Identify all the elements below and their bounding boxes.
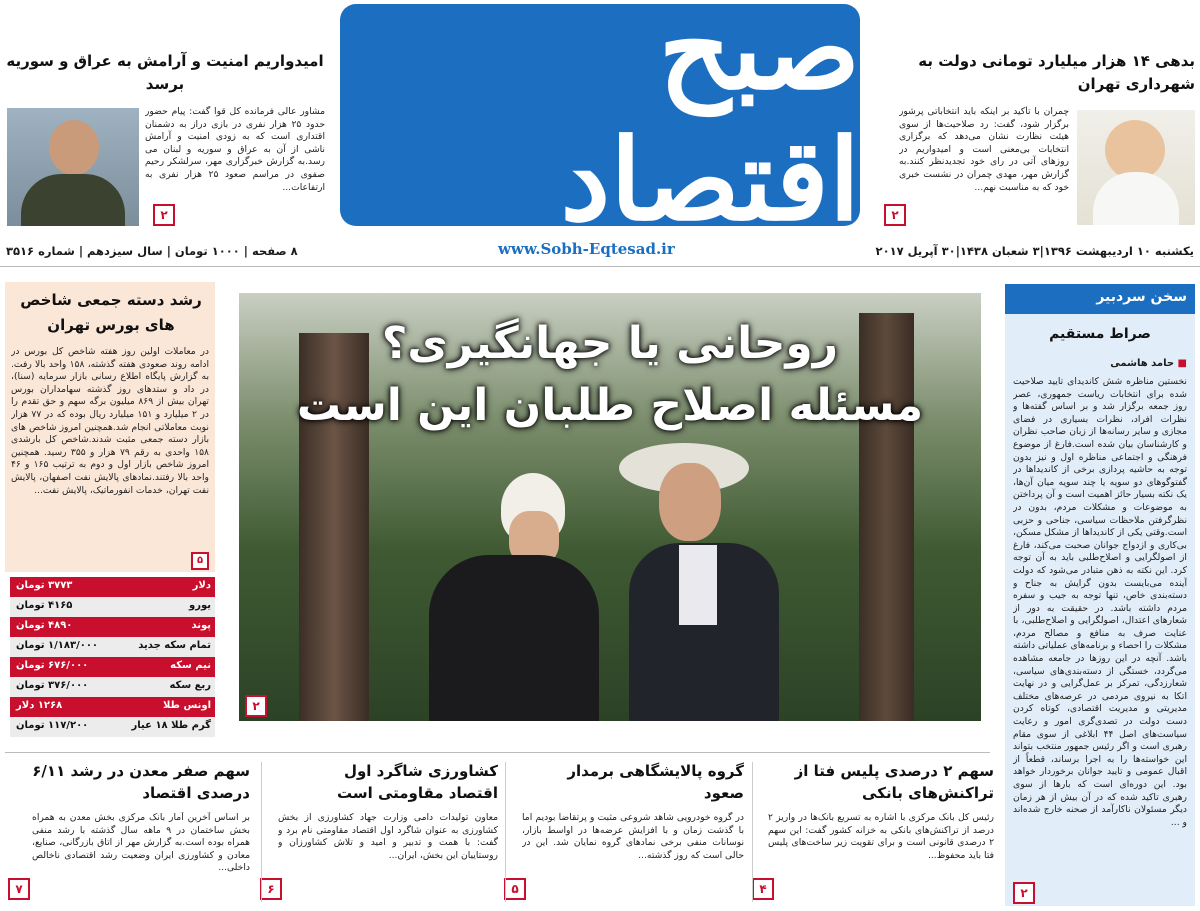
teaser-title: بدهی ۱۴ هزار میلیارد تومانی دولت به شهرداری تهران (918, 52, 1195, 93)
divider (505, 762, 506, 902)
market-value: ۳۷۶/۰۰۰ تومان (16, 680, 89, 691)
page-number-badge: ۵ (191, 552, 209, 570)
bottom-story[interactable] (512, 760, 744, 905)
market-value: ۴۱۶۵ تومان (16, 600, 73, 611)
lead-photo[interactable] (239, 293, 981, 721)
story-body: در معاملات اولین روز هفته شاخص کل بورس در ادامه روند صعودی هفته گذشته، ۱۵۸ واحد بالا رفت. به گزارش پایگاه اطلاع رسانی بازار سرمایه (سنا)، در داد و ستدهای روز گذشته سهامداران بورس تهران بیش از ۸۶۹ میلیون برگه سهم و حق تقدم را در ۲ میلیارد و ۱۵۱ میلیارد ریال بوده که در ۷۷ هزار نوبت معاملاتی انجام شد.همچنین امروز شاخص های بازار دسته جمعی مثبت شدند.شاخص کل بارشدی ۱۵۸ واحدی به رقم ۷۹ هزار و ۳۵۵ رسید. همچنین امروز شاخص بازار اول و دوم به ترتیب ۱۶۵ و ۴۶ واحد بالا رفتند.نمادهای پالایش نفت اصفهان، پالایش نفت تهران، خدمات انفورماتیک، پالایش نفت... (11, 346, 209, 496)
bottom-story[interactable] (268, 760, 498, 905)
story-body: بر اساس آخرین آمار بانک مرکزی بخش معدن به همراه بخش ساختمان در ۹ ماهه سال گذشته با رشد منفی همراه بوده است.به گزارش مهر از اتاق بازرگانی، صنایع، معادن و کشاورزی ایران وضعیت رشد اقتصادی ناخالص داخلی... (32, 812, 250, 874)
page-number-badge: ۲ (1013, 882, 1035, 904)
bourse-story[interactable] (5, 282, 215, 572)
teaser-body: مشاور عالی فرمانده کل قوا گفت: پیام حضور حدود ۲۵ هزار نفری در بازی دراز به دشمنان اقتداری است که به زودی امنیت و آرامش ناشی از آن به عراق و سوریه و لبنان می رسد.به گزارش خبرگزاری مهر، سرلشکر رحیم صفوی در مراسم صعود ۲۵ هزار نفری به ارتفاعات... (145, 106, 325, 193)
story-title: سهم صفر معدن در رشد ۶/۱۱ درصدی اقتصاد (32, 762, 250, 802)
bottom-story[interactable] (758, 760, 994, 905)
market-row (10, 697, 215, 717)
website-url[interactable]: www.Sobh-Eqtesad.ir (498, 240, 675, 258)
story-body: در گروه خودرویی شاهد شروعی مثبت و پرتقاضا بودیم اما با گذشت زمان و با افزایش عرضه‌ها در اواسط بازار، نوسانات منفی برخی نمادهای گروه نمایان شد. این در حالی است که روز گذشته... (522, 812, 744, 861)
divider (752, 762, 753, 902)
market-value: ۴۸۹۰ تومان (16, 620, 73, 631)
page-number-badge: ۵ (504, 878, 526, 900)
market-label: پوند (191, 620, 211, 631)
story-title: گروه پالایشگاهی برمدار صعود (567, 762, 744, 802)
market-label: ربع سکه (169, 680, 211, 691)
story-body: رئیس کل بانک مرکزی با اشاره به تسریع بانک‌ها در واریز ۲ درصد از تراکنش‌های بانکی به خزانه کشور گفت: این سهم ۲ درصدی قانونی است و برای تقویت زیر ساخت‌های پلیس فتا باید محفوظ... (768, 812, 994, 861)
page-number-badge: ۶ (260, 878, 282, 900)
market-row (10, 617, 215, 637)
divider (5, 752, 990, 753)
market-label: نیم سکه (170, 660, 211, 671)
editorial-author (1110, 358, 1187, 369)
issue-meta: ۸ صفحه | ۱۰۰۰ تومان | سال سیزدهم | شماره ۳۵۱۶ (6, 244, 298, 258)
page-number-badge: ۲ (245, 695, 267, 717)
bottom-story[interactable] (15, 760, 250, 905)
market-row (10, 657, 215, 677)
newspaper-logo: صبح اقتصاد (560, 0, 860, 246)
top-right-teaser[interactable] (880, 50, 1195, 230)
market-value: ۱۲۶۸ دلار (16, 700, 63, 711)
editorial-column[interactable] (1005, 314, 1195, 906)
page-number-badge: ۲ (884, 204, 906, 226)
market-row (10, 677, 215, 697)
market-label: اونس طلا (162, 700, 211, 711)
teaser-title: امیدواریم امنیت و آرامش به عراق و سوریه برسد (6, 52, 324, 93)
headline-line-1: روحانی یا جهانگیری؟ (381, 318, 839, 369)
portrait-photo (7, 108, 139, 226)
market-row (10, 717, 215, 737)
top-left-teaser[interactable] (5, 50, 325, 230)
market-rates (5, 577, 215, 737)
market-row (10, 577, 215, 597)
editorial-section-header (1005, 284, 1195, 314)
market-row (10, 597, 215, 617)
portrait-photo (1077, 110, 1195, 225)
market-label: دلار (192, 580, 211, 591)
headline-line-2: مسئله اصلاح طلبان این است (296, 380, 924, 431)
divider (0, 266, 1200, 267)
divider (261, 762, 262, 902)
market-label: گرم طلا ۱۸ عیار (131, 720, 211, 731)
lead-headline (239, 313, 981, 437)
page-number-badge: ۴ (752, 878, 774, 900)
story-title: سهم ۲ درصدی پلیس فتا از تراکنش‌های بانکی (794, 762, 994, 802)
teaser-body: چمران با تأکید بر اینکه باید انتخاباتی پرشور برگزار شود، گفت: رد صلاحیت‌ها از سوی هیئت نظارت نشان می‌دهد که برگزاری انتخابات بی‌معنی است و امیدواریم در روزهای آتی در رای خود تجدیدنظر کنند.به گزارش مهر، مهدی چمران در نشست خبری خود که به مناسبت نهم... (899, 106, 1069, 193)
page-number-badge: ۲ (153, 204, 175, 226)
editorial-body: نخستین مناظره شش کاندیدای تایید صلاحیت شده برای انتخابات ریاست جمهوری، عصر روز جمعه برگزار شد و بر اساس گفته‌ها و نظرات افراد، نظرات بسیاری در فضای مجازی و سایر رسانه‌ها از زبان صاحب نظران و کارشناسان بیان شده است.فارغ از موضوع فرهنگی و اجتماعی مناظره اول و نیز بدون توجه به حاشیه پردازی برخی از کاندیداها در گفتوگوهای دو سویه یا چند سویه میان آن‌ها، یک نکته بسیار حائز اهمیت است و آن پرداختن به موضوعات و مشکلات مردم، بدون در نظرگرفتن ملاحظات سیاسی، جناحی و حزبی است.وقتی یکی از کاندیداها از مشکل مسکن، بی‌کاری و ازدواج جوانان صحبت می‌کند، فارغ از اصولگرایی و اصلاح‌طلبی باید به آن توجه کرد. این نکته به ذهن متبادر می‌شود که دولت آینده می‌بایست بدون گرایش به جناح و دسته‌بندی خاص، تنها توجه به جیب و سفره مردم داشته باشد. در حقیقت به دور از شعارهای اعتدال، اصولگرایی و اصلاح‌طلبی، با عنایت صرف به منافع و مصالح مردم، مشکلات را احصاء و برنامه‌های عملیاتی داشته باشد. آنچه در این روزها در جامعه مشاهده می‌گردد، خستگی از دسته‌بندی‌های سیاسی، شعارزدگی، تمرکز بر عمل‌گرایی و در نهایت اتکا به نیروی مردمی در عرصه‌های مختلف مدیریتی و مدیریت اقتصادی، کوتاه کردن دست دولت در تصدی‌گری امور و رعایت سیاست‌های اصل ۴۴ ابلاغی از سوی مقام رهبری است و اگر رئیس جمهور منتخب بتواند این خواسته‌ها را به اجرا برساند، قطعاً از اقبال عمومی و تایید جوانان برخوردار خواهد بود. این دوره‌ای است که بارها از سوی رهبری تاکید شده که در آن بیش از هر زمان دیگر مسئولان ناکارآمد از صحنه خارج شده‌اند و ... (1013, 376, 1187, 828)
section-label: سخن سردبیر (1096, 289, 1187, 305)
story-title: کشاورزی شاگرد اول اقتصاد مقاومتی است (336, 762, 498, 802)
market-value: ۱/۱۸۳/۰۰۰ تومان (16, 640, 99, 651)
masthead (340, 0, 860, 246)
market-label: تمام سکه جدید (138, 640, 211, 651)
issue-date: یکشنبه ۱۰ اردیبهشت ۱۳۹۶|۳ شعبان ۱۴۳۸|۳۰ آپریل ۲۰۱۷ (875, 244, 1194, 258)
market-label: یورو (189, 600, 211, 611)
market-value: ۳۷۷۳ تومان (16, 580, 73, 591)
page-number-badge: ۷ (8, 878, 30, 900)
story-body: معاون تولیدات دامی وزارت جهاد کشاورزی از بخش کشاورزی به عنوان شاگرد اول اقتصاد مقاومتی نام برد و گفت: با همت و تدبیر و امید و تلاش کشاورزان و روستاییان این بخش، ایران... (278, 812, 498, 861)
issue-info-bar (0, 234, 1200, 268)
market-value: ۱۱۷/۲۰۰ تومان (16, 720, 89, 731)
market-value: ۶۷۶/۰۰۰ تومان (16, 660, 89, 671)
market-row (10, 637, 215, 657)
author-name: حامد هاشمی (1110, 358, 1175, 369)
editorial-title: صراط مستقیم (1049, 326, 1151, 342)
bullet-icon: ■ (1177, 358, 1187, 369)
story-title: رشد دسته جمعی شاخص های بورس تهران (20, 291, 202, 334)
